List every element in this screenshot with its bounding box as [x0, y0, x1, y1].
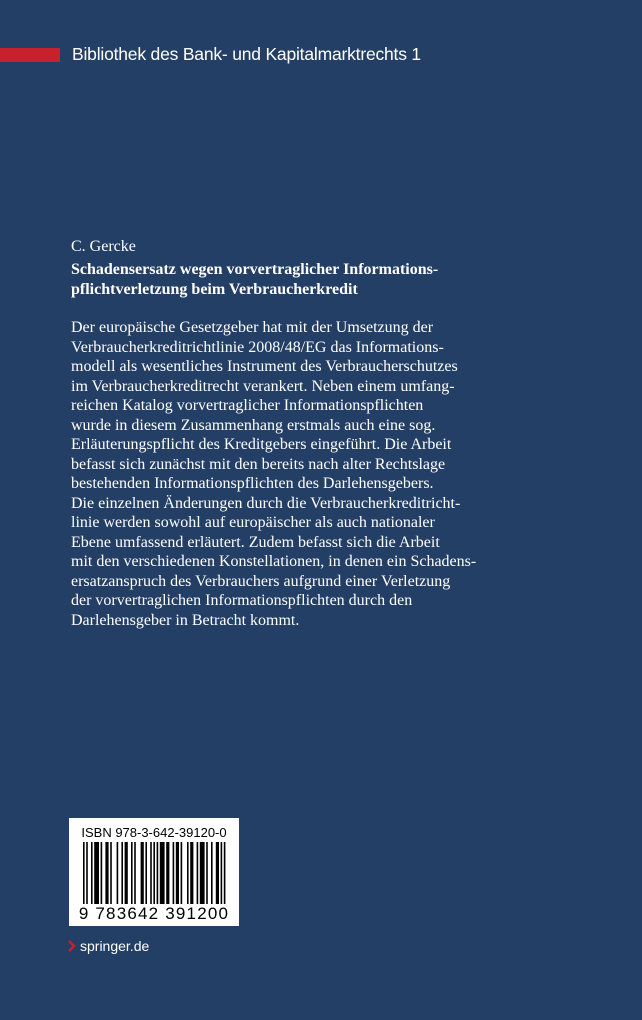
- series-title: Bibliothek des Bank- und Kapitalmarktrechts 1: [72, 44, 421, 64]
- barcode-digits: 9 783642 391200: [78, 904, 230, 923]
- blurb-line: wurde in diesem Zusammenhang erstmals auch eine sog.: [71, 416, 436, 434]
- isbn-label: ISBN 978-3-642-39120-0: [81, 825, 227, 840]
- barcode-bar: [141, 842, 144, 904]
- barcode-bar: [101, 842, 103, 904]
- blurb-line: der vorvertraglichen Informationspflichten durch den: [71, 592, 413, 609]
- blurb-line: Darlehensgeber in Betracht kommt.: [71, 611, 300, 629]
- barcode-bar: [190, 842, 193, 904]
- blurb-line: reichen Katalog vorvertraglicher Informationspflichten: [71, 397, 424, 414]
- barcode-bar: [117, 842, 119, 904]
- barcode-bar: [166, 842, 169, 904]
- blurb-line: Ebene umfassend erläutert. Zudem befasst sich die Arbeit: [71, 533, 440, 551]
- barcode-bar: [105, 842, 108, 904]
- barcode-bar: [176, 842, 179, 904]
- barcode-bar: [211, 842, 213, 904]
- barcode-bar: [197, 842, 199, 904]
- publisher-url: springer.de: [80, 938, 150, 954]
- blurb-line: bestehenden Informationspflichten des Darlehensgebers.: [71, 475, 434, 492]
- barcode-bar: [157, 842, 159, 904]
- barcode-bar: [94, 842, 99, 904]
- barcode-bar: [216, 842, 219, 904]
- book-title: [71, 260, 491, 300]
- barcode-bar: [150, 842, 152, 904]
- book-title-line: pflichtverletzung beim Verbraucherkredit: [71, 281, 358, 298]
- chevron-right-icon: [68, 940, 76, 952]
- barcode-bar: [187, 842, 189, 904]
- barcode-bar: [145, 842, 147, 904]
- barcode-bar: [153, 842, 155, 904]
- barcode-bar: [121, 842, 123, 904]
- barcode-bar: [181, 842, 183, 904]
- barcode-bar: [131, 842, 133, 904]
- barcode-bar: [91, 842, 93, 904]
- publisher-link[interactable]: [68, 938, 149, 954]
- barcode-bar: [83, 842, 85, 904]
- barcode-bar: [134, 842, 136, 904]
- blurb-text: [71, 318, 541, 630]
- barcode-bar: [86, 842, 88, 904]
- author-name: C. Gercke: [71, 238, 136, 255]
- barcode: [69, 818, 239, 926]
- blurb-line: ersatzanspruch des Verbrauchers aufgrund einer Verletzung: [71, 572, 451, 590]
- blurb-line: Erläuterungspflicht des Kreditgebers eingeführt. Die Arbeit: [71, 436, 452, 453]
- barcode-bar: [110, 842, 112, 904]
- barcode-bar: [173, 842, 175, 904]
- barcode-bar: [160, 842, 165, 904]
- blurb-line: befasst sich zunächst mit den bereits nach alter Rechtslage: [71, 455, 446, 473]
- barcode-bar: [125, 842, 128, 904]
- blurb-line: im Verbraucherkreditrecht verankert. Neben einem umfang-: [71, 377, 455, 395]
- blurb-line: Verbraucherkreditrichtlinie 2008/48/EG das Informations-: [71, 338, 444, 356]
- barcode-bar: [206, 842, 208, 904]
- barcode-bar: [200, 842, 205, 904]
- barcode-bars: [83, 842, 227, 904]
- blurb-line: Der europäische Gesetzgeber hat mit der Umsetzung der: [71, 319, 434, 336]
- barcode-bar: [224, 842, 226, 904]
- blurb-line: modell als wesentliches Instrument des Verbraucherschutzes: [71, 358, 458, 375]
- series-accent-bar: [0, 48, 60, 62]
- blurb-line: linie werden sowohl auf europäischer als auch nationaler: [71, 514, 435, 531]
- barcode-bar: [221, 842, 223, 904]
- book-title-line: Schadensersatz wegen vorvertraglicher Informations-: [71, 261, 439, 278]
- blurb-line: Die einzelnen Änderungen durch die Verbraucherkreditricht-: [71, 494, 461, 512]
- blurb-line: mit den verschiedenen Konstellationen, in denen ein Schadens-: [71, 553, 477, 570]
